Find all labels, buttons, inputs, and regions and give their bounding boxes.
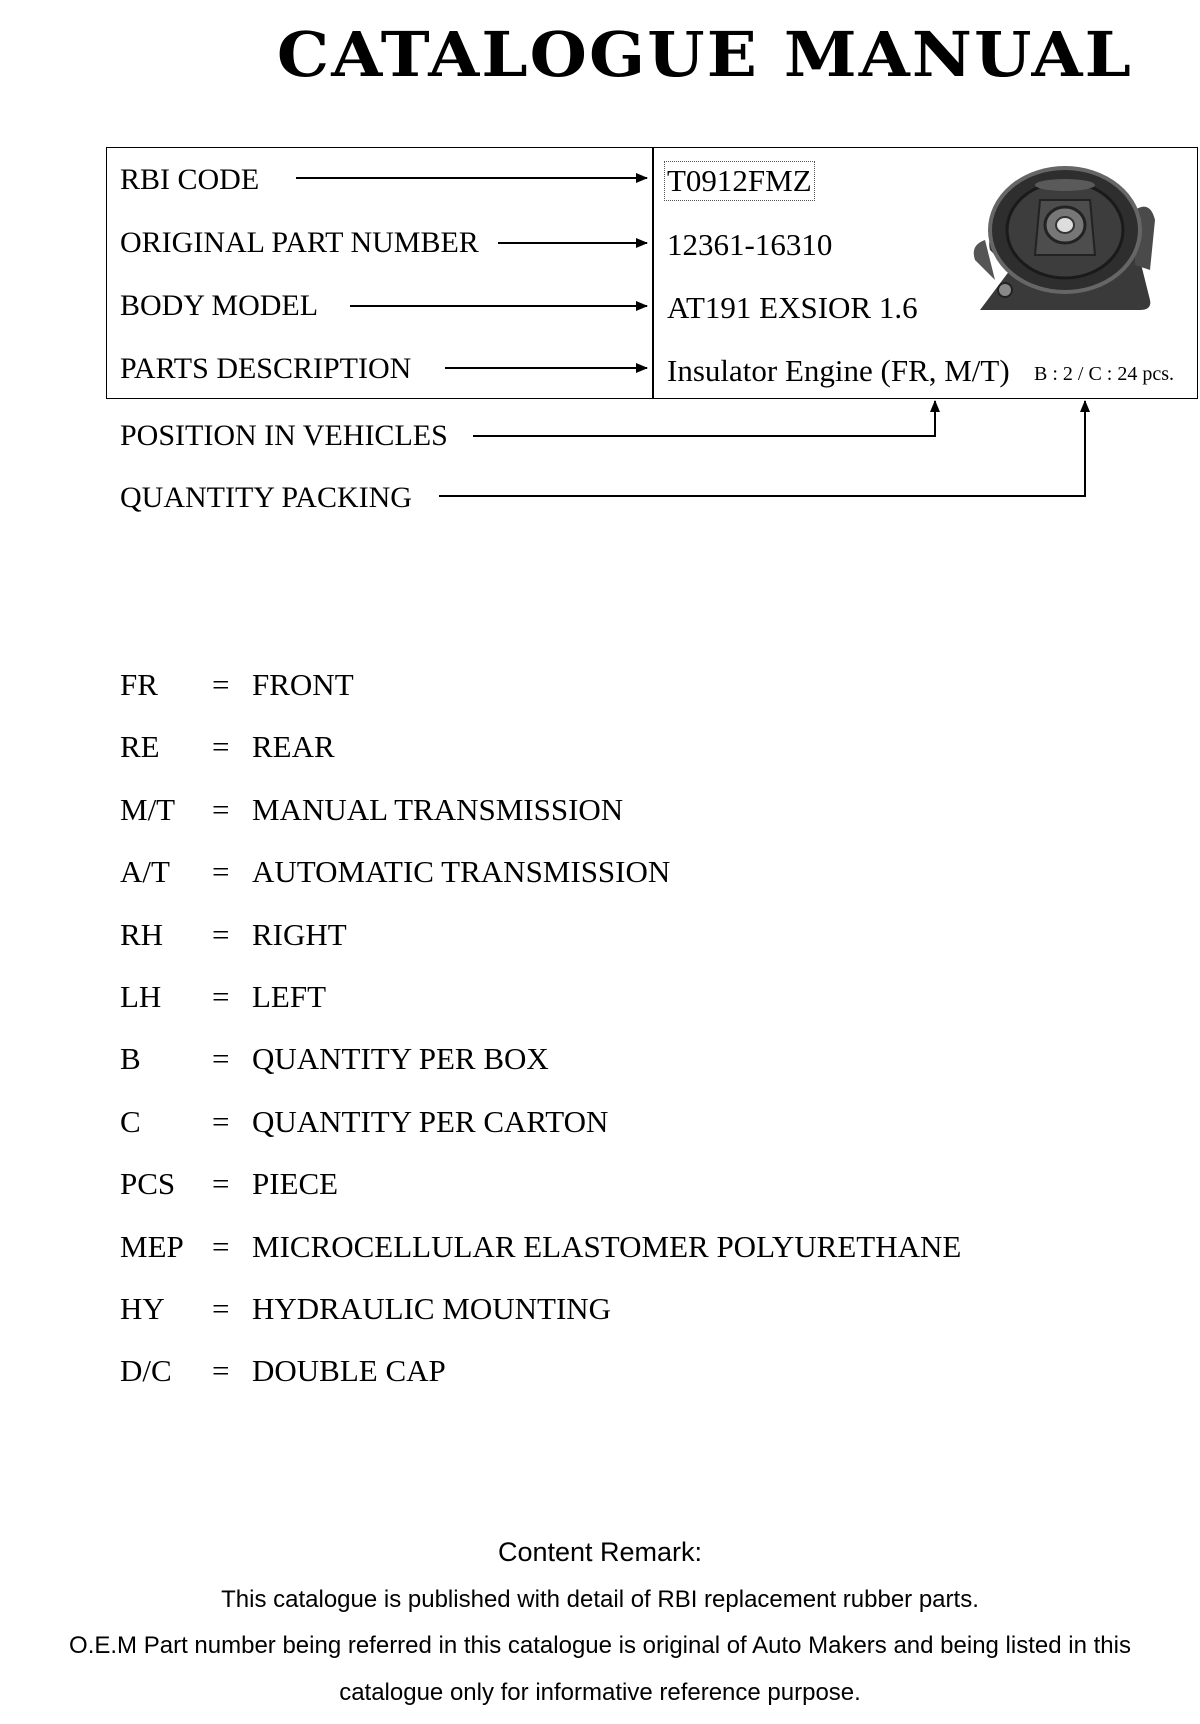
remark-line-2: O.E.M Part number being referred in this catalogue is original of Auto Makers and being listed in this [69,1632,1131,1659]
abbreviation-code: C [120,1104,141,1139]
abbreviation-code: B [120,1041,141,1076]
abbreviation-meaning: HYDRAULIC MOUNTING [252,1291,612,1326]
arrow-quantity-packing [439,401,1085,496]
remark-title: Content Remark: [497,1537,703,1567]
value-quantity-packing: B : 2 / C : 24 pcs. [1034,363,1175,385]
abbreviation-meaning: DOUBLE CAP [252,1353,446,1388]
equals-sign: = [212,1229,230,1264]
abbreviation-code: HY [120,1291,165,1326]
equals-sign: = [212,1166,230,1201]
equals-sign: = [212,917,230,952]
abbreviation-code: MEP [120,1229,184,1264]
equals-sign: = [212,667,230,702]
abbreviation-meaning: RIGHT [252,917,347,952]
label-parts-description: PARTS DESCRIPTION [120,352,412,385]
abbreviation-code: D/C [120,1353,172,1388]
part-photo [970,160,1160,335]
label-body-model: BODY MODEL [120,289,319,322]
value-body-model: AT191 EXSIOR 1.6 [667,290,918,325]
abbreviation-meaning: QUANTITY PER CARTON [252,1104,609,1139]
abbreviation-meaning: PIECE [252,1166,339,1201]
abbreviation-meaning: MICROCELLULAR ELASTOMER POLYURETHANE [252,1229,962,1264]
value-rbi-code: T0912FMZ [667,163,812,198]
equals-sign: = [212,729,230,764]
equals-sign: = [212,1353,230,1388]
abbreviation-meaning: FRONT [252,667,354,702]
abbreviation-meaning: MANUAL TRANSMISSION [252,792,624,827]
label-rbi-code: RBI CODE [120,163,260,196]
abbreviation-meaning: LEFT [252,979,327,1014]
abbreviation-code: A/T [120,854,170,889]
label-original-part-number: ORIGINAL PART NUMBER [120,226,479,259]
equals-sign: = [212,854,230,889]
equals-sign: = [212,1291,230,1326]
remark-line-1: This catalogue is published with detail of RBI replacement rubber parts. [221,1586,979,1613]
equals-sign: = [212,1041,230,1076]
abbreviation-meaning: REAR [252,729,335,764]
abbreviation-code: PCS [120,1166,176,1201]
equals-sign: = [212,1104,230,1139]
abbreviation-code: RH [120,917,164,952]
abbreviation-meaning: AUTOMATIC TRANSMISSION [252,854,671,889]
page-title: CATALOGUE MANUAL [276,18,1133,91]
value-parts-description: Insulator Engine (FR, M/T) [667,353,1010,388]
abbreviation-code: LH [120,979,162,1014]
value-original-part-number: 12361-16310 [667,227,833,262]
equals-sign: = [212,979,230,1014]
abbreviation-code: RE [120,729,160,764]
remark-line-3: catalogue only for informative reference purpose. [339,1679,861,1706]
label-position-in-vehicles: POSITION IN VEHICLES [120,419,448,452]
abbreviation-meaning: QUANTITY PER BOX [252,1041,549,1076]
abbreviation-code: M/T [120,792,176,827]
abbreviation-code: FR [120,667,158,702]
arrow-position-in-vehicles [473,401,935,436]
equals-sign: = [212,792,230,827]
label-quantity-packing: QUANTITY PACKING [120,481,412,514]
